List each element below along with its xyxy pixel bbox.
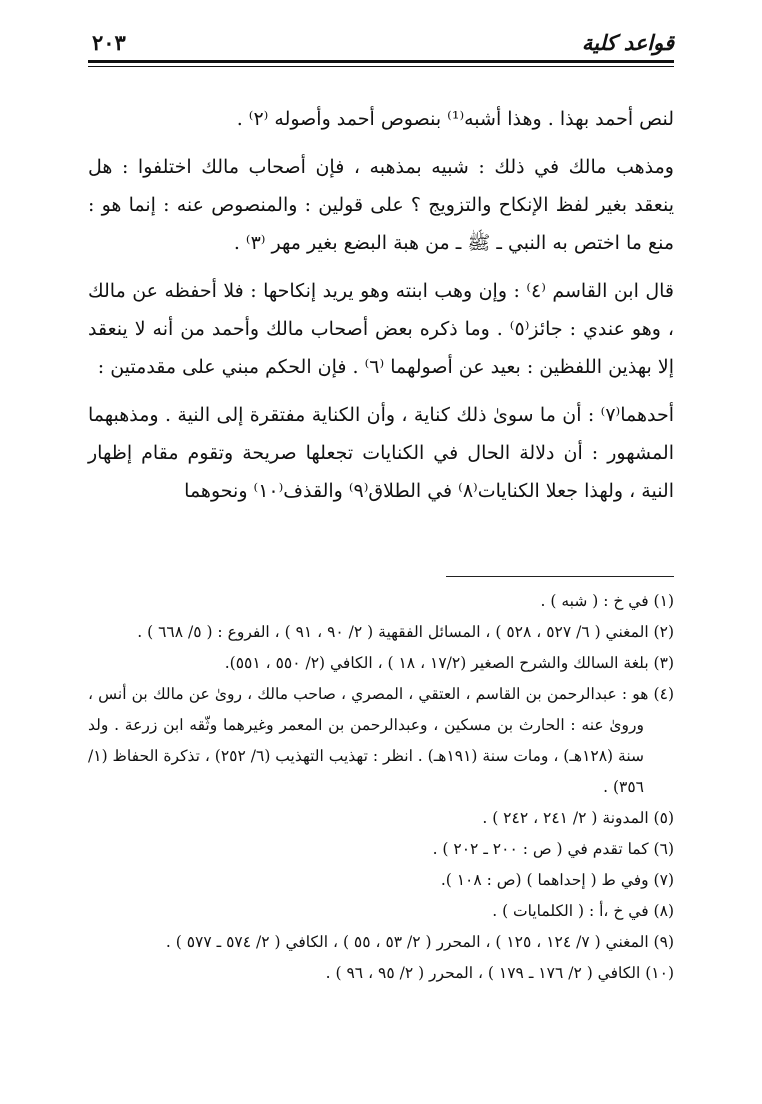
footnote-5: (٥) المدونة ( ٢/ ٢٤١ ، ٢٤٢ ) . [482, 809, 674, 827]
footnote-7: (٧) وفي ط ( إحداهما ) (ص : ١٠٨ ). [440, 871, 674, 889]
paragraph-1: لنص أحمد بهذا . وهذا أشبه⁽¹⁾ بنصوص أحمد وأصوله ⁽٢⁾ . [236, 108, 674, 130]
footnote-1: (١) في خ : ( شبه ) . [540, 592, 674, 610]
footnote-separator [446, 576, 674, 577]
header-rule-thick [88, 60, 674, 63]
paragraph-4: أحدهما⁽٧⁾ : أن ما سوىٰ ذلك كناية ، وأن الكناية مفتقرة إلى النية . ومذهبهما المشهور : أن دلالة الحال في الكنايات تجعلها صريحة وتقوم مقام إظهار النية ، ولهذا جعلا الكنايات⁽٨⁾ في الطلاق⁽٩⁾ والقذف⁽١٠⁾ ونحوهما [88, 404, 674, 502]
main-text [88, 100, 674, 520]
paragraph-3: قال ابن القاسم ⁽٤⁾ : وإن وهب ابنته وهو يريد إنكاحها : فلا أحفظه عن مالك ، وهو عندي : جائز⁽٥⁾ . وما ذكره بعض أصحاب مالك وأحمد من أنه لا ينعقد إلا بهذين اللفظين : بعيد عن أصولهما ⁽٦⁾ . فإن الحكم مبني على مقدمتين : [88, 280, 674, 378]
running-header [88, 28, 674, 58]
footnote-6: (٦) كما تقدم في ( ص : ٢٠٠ ـ ٢٠٢ ) . [432, 840, 674, 858]
header-rule-thin [88, 66, 674, 67]
footnote-8: (٨) في خ ،أ : ( الكلمايات ) . [492, 902, 674, 920]
footnote-4: (٤) هو : عبدالرحمن بن القاسم ، العتقي ، المصري ، صاحب مالك ، روىٰ عن مالك بن أنس ، وروىٰ عنه : الحارث بن مسكين ، وعبدالرحمن بن المعمر وغيرهما وثّقه ابن زرعة . ولد سنة (١٢٨هـ) ، ومات سنة (١٩١هـ) . انظر : تهذيب التهذيب (٦/ ٢٥٢) ، تذكرة الحفاظ (١/ ٣٥٦) . [88, 685, 674, 796]
footnote-9: (٩) المغني ( ٧/ ١٢٤ ، ١٢٥ ) ، المحرر ( ٢/ ٥٣ ، ٥٥ ) ، الكافي ( ٢/ ٥٧٤ ـ ٥٧٧ ) . [165, 933, 674, 951]
footnote-3: (٣) بلغة السالك والشرح الصغير (١٧/٢ ، ١٨ ) ، الكافي (٢/ ٥٥٠ ، ٥٥١). [224, 654, 674, 672]
paragraph-2: ومذهب مالك في ذلك : شبيه بمذهبه ، فإن أصحاب مالك اختلفوا : هل ينعقد بغير لفظ الإنكاح والتزويج ؟ على قولين : والمنصوص عنه : إنما هو : منع ما اختص به النبي ـ ﷺ ـ من هبة البضع بغير مهر ⁽٣⁾ . [88, 156, 674, 254]
header-title: قواعد كلية [581, 30, 674, 55]
footnotes [88, 586, 674, 989]
footnote-10: (١٠) الكافي ( ٢/ ١٧٦ ـ ١٧٩ ) ، المحرر ( ٢/ ٩٥ ، ٩٦ ) . [325, 964, 674, 982]
footnote-2: (٢) المغني ( ٦/ ٥٢٧ ، ٥٢٨ ) ، المسائل الفقهية ( ٢/ ٩٠ ، ٩١ ) ، الفروع : ( ٥/ ٦٦٨ ) . [137, 623, 674, 641]
page-number: ٢٠٣ [92, 30, 126, 55]
